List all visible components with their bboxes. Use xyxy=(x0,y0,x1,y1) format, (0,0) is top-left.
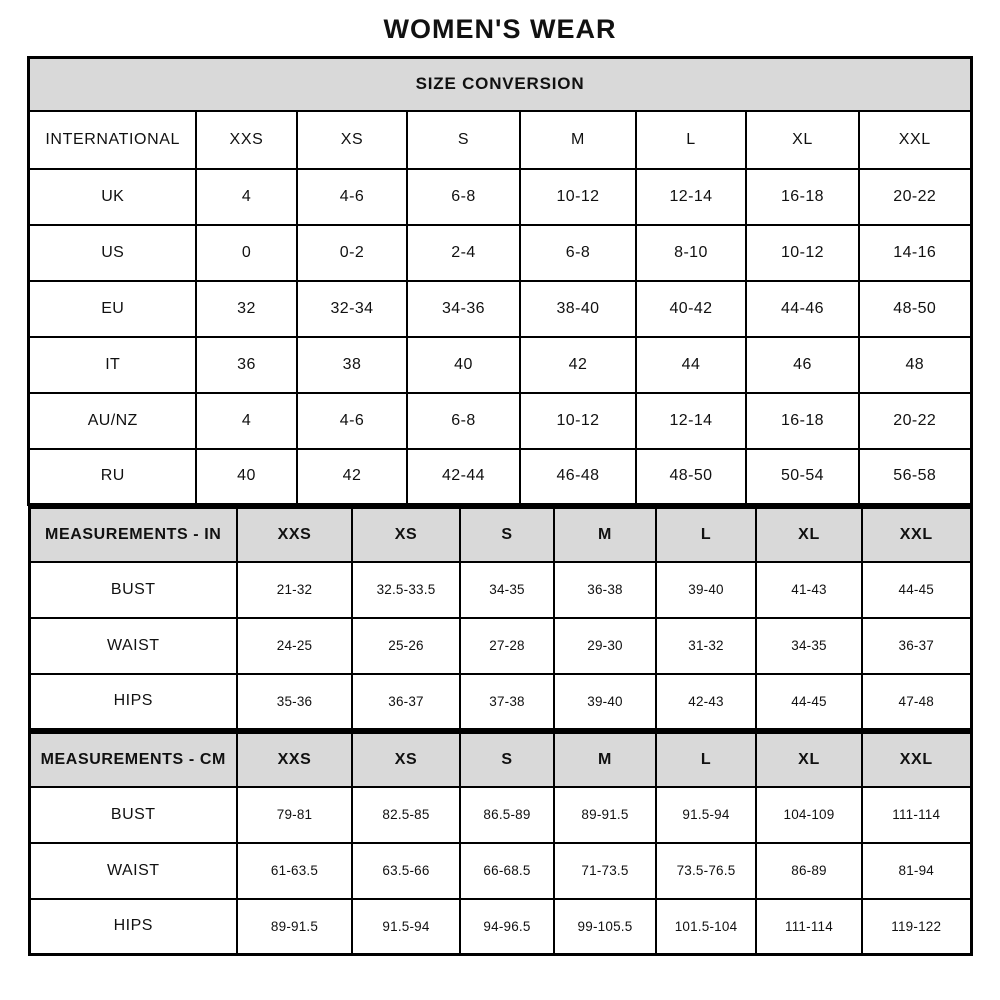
size-cell: 4 xyxy=(196,169,297,225)
size-cell: 6-8 xyxy=(520,225,636,281)
size-cell: 20-22 xyxy=(859,393,971,449)
column-header: XXS xyxy=(196,111,297,169)
measurement-cell: 44-45 xyxy=(862,562,971,618)
size-cell: 12-14 xyxy=(636,169,746,225)
size-cell: 48-50 xyxy=(859,281,971,337)
size-cell: 6-8 xyxy=(407,393,520,449)
row-label: AU/NZ xyxy=(29,393,196,449)
size-cell: 46-48 xyxy=(520,449,636,505)
column-header: XXL xyxy=(862,508,971,562)
measurement-cell: 35-36 xyxy=(237,674,352,730)
size-cell: 42 xyxy=(520,337,636,393)
measurement-cell: 34-35 xyxy=(756,618,862,674)
page-title: WOMEN'S WEAR xyxy=(383,14,617,44)
table-row xyxy=(29,899,971,955)
column-header: XL xyxy=(746,111,859,169)
measurement-cell: 47-48 xyxy=(862,674,971,730)
column-header: S xyxy=(407,111,520,169)
measurement-cell: 86-89 xyxy=(756,843,862,899)
measurement-cell: 111-114 xyxy=(756,899,862,955)
size-cell: 46 xyxy=(746,337,859,393)
table-title: SIZE CONVERSION xyxy=(29,58,971,111)
size-cell: 10-12 xyxy=(520,393,636,449)
column-header: S xyxy=(460,733,554,787)
table-row xyxy=(29,281,971,337)
size-cell: 8-10 xyxy=(636,225,746,281)
column-header: XXL xyxy=(859,111,971,169)
measurement-cell: 91.5-94 xyxy=(656,787,756,843)
measurement-cell: 36-37 xyxy=(862,618,971,674)
column-header: XL xyxy=(756,508,862,562)
table-row xyxy=(29,674,971,730)
table-row xyxy=(29,618,971,674)
table-row xyxy=(29,843,971,899)
measurement-cell: 82.5-85 xyxy=(352,787,460,843)
table-header-row xyxy=(29,508,971,562)
size-cell: 4-6 xyxy=(297,393,407,449)
size-cell: 56-58 xyxy=(859,449,971,505)
size-cell: 16-18 xyxy=(746,169,859,225)
size-cell: 10-12 xyxy=(520,169,636,225)
measurement-cell: 79-81 xyxy=(237,787,352,843)
size-cell: 42-44 xyxy=(407,449,520,505)
size-cell: 38-40 xyxy=(520,281,636,337)
measurement-cell: 66-68.5 xyxy=(460,843,554,899)
size-cell: 40 xyxy=(196,449,297,505)
size-cell: 38 xyxy=(297,337,407,393)
column-header: L xyxy=(636,111,746,169)
table-row xyxy=(29,337,971,393)
column-header: XXS xyxy=(237,508,352,562)
column-header: L xyxy=(656,508,756,562)
measurement-cell: 42-43 xyxy=(656,674,756,730)
measurement-cell: 91.5-94 xyxy=(352,899,460,955)
table-row xyxy=(29,562,971,618)
measurement-cell: 39-40 xyxy=(554,674,656,730)
measurement-cell: 41-43 xyxy=(756,562,862,618)
row-label: US xyxy=(29,225,196,281)
size-cell: 14-16 xyxy=(859,225,971,281)
table-header-row xyxy=(29,733,971,787)
measurement-cell: 37-38 xyxy=(460,674,554,730)
table-header-row xyxy=(29,111,971,169)
measurement-cell: 29-30 xyxy=(554,618,656,674)
measurement-cell: 27-28 xyxy=(460,618,554,674)
measurement-cell: 24-25 xyxy=(237,618,352,674)
size-cell: 42 xyxy=(297,449,407,505)
measurement-cell: 32.5-33.5 xyxy=(352,562,460,618)
measurement-cell: 111-114 xyxy=(862,787,971,843)
measurement-cell: 63.5-66 xyxy=(352,843,460,899)
measurement-cell: 73.5-76.5 xyxy=(656,843,756,899)
measurement-cell: 89-91.5 xyxy=(237,899,352,955)
row-label: BUST xyxy=(29,562,237,618)
size-cell: 12-14 xyxy=(636,393,746,449)
measurement-cell: 99-105.5 xyxy=(554,899,656,955)
table-row xyxy=(29,449,971,505)
row-label: UK xyxy=(29,169,196,225)
measurement-cell: 34-35 xyxy=(460,562,554,618)
column-header: S xyxy=(460,508,554,562)
table-title: MEASUREMENTS - IN xyxy=(29,508,237,562)
measurement-cell: 94-96.5 xyxy=(460,899,554,955)
size-cell: 44-46 xyxy=(746,281,859,337)
row-label: HIPS xyxy=(29,674,237,730)
size-cell: 48-50 xyxy=(636,449,746,505)
size-cell: 10-12 xyxy=(746,225,859,281)
measurements-in-table xyxy=(28,506,973,731)
size-cell: 0-2 xyxy=(297,225,407,281)
size-cell: 48 xyxy=(859,337,971,393)
column-header: XXS xyxy=(237,733,352,787)
size-cell: 20-22 xyxy=(859,169,971,225)
measurement-cell: 39-40 xyxy=(656,562,756,618)
measurement-cell: 86.5-89 xyxy=(460,787,554,843)
table-row xyxy=(29,787,971,843)
row-label: BUST xyxy=(29,787,237,843)
column-header: INTERNATIONAL xyxy=(29,111,196,169)
size-cell: 16-18 xyxy=(746,393,859,449)
row-label: RU xyxy=(29,449,196,505)
size-cell: 34-36 xyxy=(407,281,520,337)
size-cell: 32-34 xyxy=(297,281,407,337)
measurement-cell: 61-63.5 xyxy=(237,843,352,899)
column-header: XL xyxy=(756,733,862,787)
table-banner-row xyxy=(29,58,971,111)
column-header: XS xyxy=(352,733,460,787)
size-cell: 4-6 xyxy=(297,169,407,225)
column-header: M xyxy=(554,508,656,562)
size-cell: 2-4 xyxy=(407,225,520,281)
measurement-cell: 31-32 xyxy=(656,618,756,674)
row-label: EU xyxy=(29,281,196,337)
size-cell: 40-42 xyxy=(636,281,746,337)
row-label: WAIST xyxy=(29,843,237,899)
measurement-cell: 36-38 xyxy=(554,562,656,618)
column-header: XXL xyxy=(862,733,971,787)
size-cell: 40 xyxy=(407,337,520,393)
measurements-cm-table xyxy=(28,731,973,956)
table-row xyxy=(29,393,971,449)
size-conversion-table xyxy=(27,56,972,506)
row-label: IT xyxy=(29,337,196,393)
size-cell: 44 xyxy=(636,337,746,393)
measurement-cell: 44-45 xyxy=(756,674,862,730)
column-header: L xyxy=(656,733,756,787)
size-cell: 36 xyxy=(196,337,297,393)
table-row xyxy=(29,169,971,225)
measurement-cell: 21-32 xyxy=(237,562,352,618)
size-cell: 32 xyxy=(196,281,297,337)
measurement-cell: 104-109 xyxy=(756,787,862,843)
measurement-cell: 25-26 xyxy=(352,618,460,674)
column-header: M xyxy=(554,733,656,787)
column-header: M xyxy=(520,111,636,169)
row-label: HIPS xyxy=(29,899,237,955)
measurement-cell: 101.5-104 xyxy=(656,899,756,955)
size-cell: 4 xyxy=(196,393,297,449)
measurement-cell: 89-91.5 xyxy=(554,787,656,843)
size-cell: 0 xyxy=(196,225,297,281)
measurement-cell: 36-37 xyxy=(352,674,460,730)
table-title: MEASUREMENTS - CM xyxy=(29,733,237,787)
size-cell: 50-54 xyxy=(746,449,859,505)
size-cell: 6-8 xyxy=(407,169,520,225)
measurement-cell: 119-122 xyxy=(862,899,971,955)
column-header: XS xyxy=(352,508,460,562)
measurement-cell: 81-94 xyxy=(862,843,971,899)
column-header: XS xyxy=(297,111,407,169)
table-row xyxy=(29,225,971,281)
measurement-cell: 71-73.5 xyxy=(554,843,656,899)
row-label: WAIST xyxy=(29,618,237,674)
